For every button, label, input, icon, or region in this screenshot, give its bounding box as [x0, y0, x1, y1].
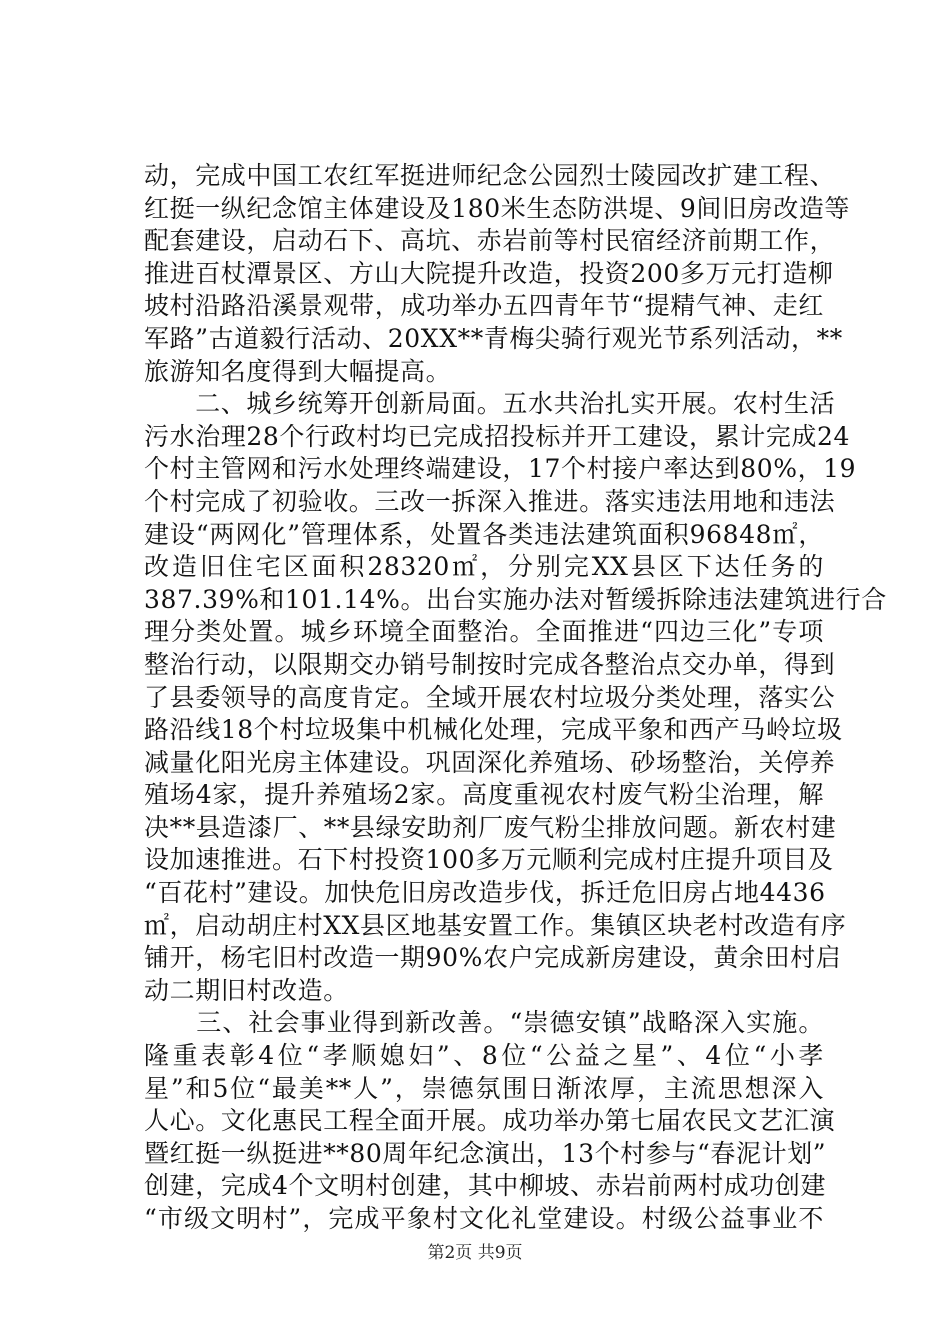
text-line: ㎡，启动胡庄村XX县区地基安置工作。集镇区块老村改造有序 — [144, 910, 847, 940]
text-line: 红挺一纵纪念馆主体建设及180米生态防洪堤、9间旧房改造等 — [144, 193, 851, 223]
text-line: 设加速推进。石下村投资100多万元顺利完成村庄提升项目及 — [144, 845, 834, 875]
text-line: 个村主管网和污水处理终端建设，17个村接户率达到80%，19 — [144, 454, 857, 484]
text-line: 动，完成中国工农红军挺进师纪念公园烈士陵园改扩建工程、 — [144, 161, 836, 190]
text-line: 推进百杖潭景区、方山大院提升改造，投资200多万元打造柳 — [144, 258, 834, 288]
text-line: 二、城乡统筹开创新局面。五水共治扎实开展。农村生活 — [144, 389, 836, 419]
text-line: 配套建设，启动石下、高坑、赤岩前等村民宿经济前期工作， — [144, 226, 836, 256]
text-line: “市级文明村”，完成平象村文化礼堂建设。村级公益事业不 — [144, 1204, 824, 1233]
text-line: 动二期旧村改造。 — [144, 975, 349, 1005]
text-line: 隆重表彰4位“孝顺媳妇”、8位“公益之星”、4位“小孝 — [144, 1041, 824, 1071]
text-line: 殖场4家，提升养殖场2家。高度重视农村废气粉尘治理，解 — [144, 780, 824, 810]
text-line: 理分类处置。城乡环境全面整治。全面推进“四边三化”专项 — [144, 617, 824, 647]
text-line: 建设“两网化”管理体系，处置各类违法建筑面积96848㎡， — [144, 519, 824, 549]
text-line: 创建，完成4个文明村创建，其中柳坡、赤岩前两村成功创建 — [144, 1171, 827, 1201]
text-line: 路沿线18个村垃圾集中机械化处理，完成平象和西产马岭垃圾 — [144, 715, 843, 745]
text-line: 387.39%和101.14%。出台实施办法对暂缓拆除违法建筑进行合 — [144, 584, 887, 614]
document-body — [144, 160, 887, 1236]
text-line: 暨红挺一纵挺进**80周年纪念演出，13个村参与“春泥计划” — [144, 1138, 827, 1168]
text-line: 个村完成了初验收。三改一拆深入推进。落实违法用地和违法 — [144, 486, 836, 516]
text-line: 铺开，杨宅旧村改造一期90%农户完成新房建设，黄余田村启 — [144, 943, 842, 973]
text-line: 星”和5位“最美**人”，崇德氛围日渐浓厚，主流思想深入 — [144, 1073, 824, 1103]
text-line: 减量化阳光房主体建设。巩固深化养殖场、砂场整治，关停养 — [144, 747, 836, 777]
text-line: “百花村”建设。加快危旧房改造步伐，拆迁危旧房占地4436 — [144, 878, 826, 908]
page-footer: 第2页 共9页 — [427, 1243, 523, 1263]
text-line: 改造旧住宅区面积28320㎡，分别完XX县区下达任务的 — [144, 552, 824, 582]
text-line: 坡村沿路沿溪景观带，成功举办五四青年节“提精气神、走红 — [144, 291, 824, 321]
text-line: 整治行动，以限期交办销号制按时完成各整治点交办单，得到 — [144, 649, 836, 679]
text-line: 三、社会事业得到新改善。“崇德安镇”战略深入实施。 — [144, 1008, 824, 1038]
text-line: 污水治理28个行政村均已完成招投标并开工建设，累计完成24 — [144, 421, 851, 451]
text-line: 决**县造漆厂、**县绿安助剂厂废气粉尘排放问题。新农村建 — [144, 812, 837, 842]
text-line: 旅游知名度得到大幅提高。 — [144, 356, 452, 386]
text-line: 军路”古道毅行活动、20XX**青梅尖骑行观光节系列活动，** — [144, 323, 843, 353]
text-line: 了县委领导的高度肯定。全域开展农村垃圾分类处理，落实公 — [144, 682, 836, 712]
text-line: 人心。文化惠民工程全面开展。成功举办第七届农民文艺汇演 — [144, 1106, 836, 1136]
